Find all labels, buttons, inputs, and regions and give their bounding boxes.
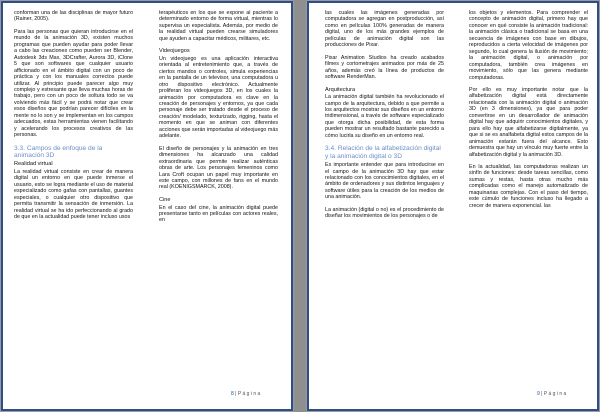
paragraph: La realidad virtual consiste en crear de manera digital un entorno en que puede inmerse el usuario, esto se logra mediante el uso de material especializado como gafas con pantallas, guantes especiales, o cualquier otro dispositivo que permita transmitir la sensación de inmersión. La realidad virtual se ha ido perfeccionando al grado de que en la actualidad puede tener incluso usos <box>14 169 133 221</box>
paragraph: Por ello es muy importante notar que la alfabetización digital está directamente relacionada con la animación digital o animación 3D (en 3 dimensiones), ya que para poder convertirse en un desarrollador de animación digital hay que adquirir conocimientos digitales, y para ello hay que alfabetizarse digitalmente, ya que si se es analfabeta digital estos campos de la animación estarán fuera del alcance. Esto demuestra que hay un vínculo muy fuerte entre la alfabetización digital y la animación 3D. <box>469 86 588 158</box>
page-left <box>1 1 293 411</box>
paragraph: El diseño de personajes y la animación en tres dimensiones ha alcanzado una calidad extraordinaria que permite realizar auténticas obras de arte. Los personajes femeninos como Lara Croft ocupan un papel muy importante en este campo, con millones de fans en el mundo real (KOENIGSMARCK, 2008). <box>159 145 278 191</box>
section-heading: 3.3. Campos de enfoque de la animación 3D <box>14 144 103 160</box>
subheading: Arquitectura <box>325 86 356 93</box>
paragraph: En el caso del cine, la animación digital puede presentarse tanto en películas con actores reales, en <box>159 204 278 224</box>
paragraph: Para las personas que quieran introducirse en el mundo de la animación 3D, existen muchos programas que pueden ayudar para poder llevar a cabo las creaciones como pueden ser Blender, Autodesk 3ds Max, 3DCrafter, Aurora 3D, iClone 5 que son softwares que cualquier usuario afficionado en el ámbito digital con un poco de práctica y con los manuales correctos puede utilizar. Al principio puede parecer algo muy complejo y estresante que lleva muchas horas de trabajo, pero con un poco de soltura todo se va volviendo más fácil y se podrá notar que crear esos diseños que podrían parecer difíciles en la mente no lo son y se implementan en los campos adecuados, estas herramientas vienen facilitando y acelerando los procesos creativos de las personas. <box>14 28 133 139</box>
page-number-footer <box>537 391 566 397</box>
page-number-footer <box>231 391 260 397</box>
page-label: | P á g i n a <box>541 391 567 397</box>
page-left-column-1 <box>14 10 133 227</box>
page-label: | P á g i n a <box>235 391 261 397</box>
section-heading: 3.4. Relación de la alfabetización digital y la animación digital o 3D <box>325 145 441 160</box>
paragraph: terapéuticos en los que se expone al paciente a determinado entorno de forma virtual, mientras lo supervisa un especialista. Además, por medio de la realidad virtual pueden crearse simuladores que ayuden a capacitar médicos, militares, etc. <box>159 10 278 42</box>
page-right-column-1 <box>325 10 444 226</box>
subheading: Cine <box>159 196 171 203</box>
paragraph: En la actualidad, las computadoras realizan un sinfín de funciones: desde tareas sencillas, como sumas y restas, hasta otras mucho más complicadas como el manejo automatizado de maquinarias complejas. Con el paso del tiempo, este cúmulo de funciones incluso ha llegado a crecer de manera exponencial. las <box>469 163 588 209</box>
page-number: 9 <box>537 391 540 397</box>
paragraph: Un videojuego es una aplicación interactiva orientada al entretenimiento que, a través de ciertos mandos o controles, simula experiencias en la pantalla de un televisor, una computadora u otro dispositivo electrónico. Actualmente proliferan los videojuegos 3D, en los cuales la animación por computadora es clave en la creación de personajes y entornos, ya que cada personaje debe ser tratado desde el proceso de creación/ modelado, texturizado, rigging, hasta el momento en que se animan con diferentes acciones que serán importadas al videojuego más adelante. <box>159 55 278 140</box>
page-right-column-2 <box>469 10 588 215</box>
paragraph: conforman una de las disciplinas de mayor futuro (Rainer, 2005). <box>14 10 133 23</box>
paragraph: Pixar Animation Studios ha creado acabados filmes y cortometrajes animados por más de 25 años, además creó la línea de productos de software RenderMan. <box>325 54 444 81</box>
subheading: Realidad virtual <box>14 161 53 168</box>
page-gutter <box>294 0 306 412</box>
paragraph: La animación digital también ha revolucionado el campo de la arquitectura, debido a que permite a los arquitectos mostrar sus diseños en un entorno tridimensional, a través de software especializado que otorga dicha posibilidad, de esta forma pueden mostrar un resultado bastante parecido a cómo lucirla su diseño en un entorno real. <box>325 94 444 139</box>
page-right <box>307 1 599 411</box>
paragraph: Es importante entender que para introducirse en el campo de la animación 3D hay que estar relacionado con los conocimientos digitales, en el ámbito de ordenadores y sus distintos lenguajes y software útiles para la creación de los medios de una animación. <box>325 162 444 201</box>
paragraph: las cuales las imágenes generadas por computadora se agregan en postproducción, así como en películas 100% generadas de manera digital, uno de los más grandes ejemplos de películas de animación digital son las producciones de Pixar. <box>325 10 444 49</box>
page-number: 8 <box>231 391 234 397</box>
paragraph: los objetos y elementos. Para comprender el concepto de animación digital, primero hay que conocer en qué consiste la animación tradicional: la animación clásica o tradicional se basa en una secuencia de imágenes con base en dibujos, reproducidos a cierta velocidad de imágenes por segundo, lo cual genera la ilusión de movimiento; la animación digital, o animación por computadora, también crea imágenes en movimiento, sólo que las genera mediante computadoras. <box>469 10 588 81</box>
subheading: Videojuegos <box>159 48 190 55</box>
page-left-column-2 <box>159 10 278 230</box>
paragraph: La animación (digital o no) es el procedimiento de diseñar los movimientos de los personajes o de <box>325 206 444 220</box>
